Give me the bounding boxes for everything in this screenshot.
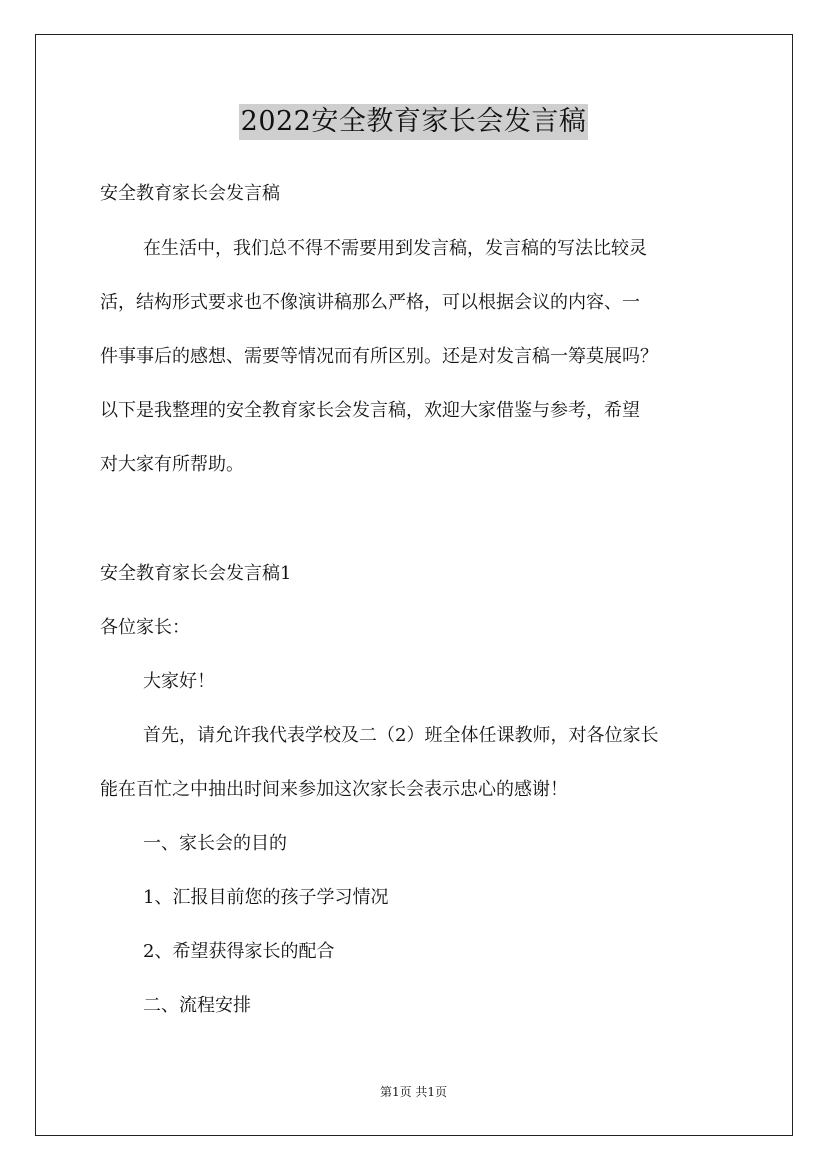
outline-item-2: 1、汇报目前您的孩子学习情况: [143, 887, 389, 908]
intro-line-5: 对大家有所帮助。: [100, 454, 244, 475]
outline-item-4: 二、流程安排: [143, 995, 251, 1016]
body-line-1: 首先，请允许我代表学校及二（2）班全体任课教师，对各位家长: [143, 725, 659, 746]
document-title: 2022安全教育家长会发言稿: [239, 104, 589, 140]
intro-line-4: 以下是我整理的安全教育家长会发言稿，欢迎大家借鉴与参考，希望: [100, 400, 640, 421]
page-footer: 第1页 共1页: [379, 1085, 448, 1099]
outline-item-1: 一、家长会的目的: [143, 833, 287, 854]
intro-line-2: 活，结构形式要求也不像演讲稿那么严格，可以根据会议的内容、一: [100, 292, 640, 313]
outline-item-3: 2、希望获得家长的配合: [143, 941, 335, 962]
intro-line-1: 在生活中，我们总不得不需要用到发言稿，发言稿的写法比较灵: [143, 238, 647, 259]
intro-line-3: 件事事后的感想、需要等情况而有所区别。还是对发言稿一筹莫展吗？: [100, 346, 658, 367]
greeting: 大家好！: [143, 671, 215, 692]
salutation: 各位家长：: [100, 617, 190, 638]
body-line-2: 能在百忙之中抽出时间来参加这次家长会表示忠心的感谢！: [100, 779, 568, 800]
section-heading: 安全教育家长会发言稿1: [100, 563, 292, 584]
title-block: [0, 104, 827, 140]
subtitle: 安全教育家长会发言稿: [100, 183, 280, 204]
